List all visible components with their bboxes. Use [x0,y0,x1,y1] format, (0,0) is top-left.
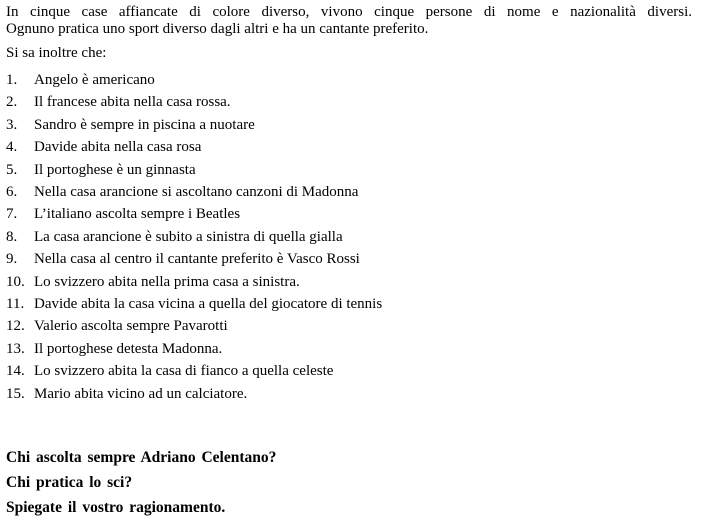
clue-text: Nella casa arancione si ascoltano canzoni di Madonna [34,184,359,201]
clue-row-13 [6,338,692,360]
clue-text: Il francese abita nella casa rossa. [34,94,231,111]
clue-row-10 [6,271,692,293]
question-sci: Chi pratica lo sci? [6,474,133,492]
clue-row-1 [6,69,692,91]
clue-row-2 [6,91,692,113]
clue-number: 13. [6,340,25,357]
clue-number: 11. [6,296,25,313]
instruction-reasoning: Spiegate il vostro ragionamento. [6,499,226,517]
clue-row-7 [6,203,692,225]
clue-text: Lo svizzero abita la casa di fianco a quella celeste [34,363,334,380]
clue-number: 8. [6,228,18,245]
clue-text: Davide abita nella casa rosa [34,139,202,156]
clue-text: La casa arancione è subito a sinistra di quella gialla [34,228,343,245]
clue-text: Lo svizzero abita nella prima casa a sinistra. [34,273,300,290]
intro-paragraph [6,4,692,38]
clue-number: 7. [6,206,18,223]
clue-row-4 [6,136,692,158]
premise-line: Si sa inoltre che: [6,45,107,61]
questions-block [6,445,692,520]
clue-text: L’italiano ascolta sempre i Beatles [34,206,241,223]
clue-number: 9. [6,251,18,268]
clue-number: 5. [6,161,18,178]
clue-row-3 [6,114,692,136]
clue-number: 14. [6,363,25,380]
clue-number: 1. [6,72,18,88]
clue-text: Davide abita la casa vicina a quella del giocatore di tennis [34,296,383,313]
clue-text: Nella casa al centro il cantante preferito è Vasco Rossi [34,251,360,268]
clue-row-12 [6,315,692,337]
question-celentano: Chi ascolta sempre Adriano Celentano? [6,449,277,467]
clue-text: Il portoghese detesta Madonna. [34,340,223,357]
clue-number: 10. [6,273,25,290]
clue-number: 2. [6,94,18,111]
intro-line-1: In cinque case affiancate di colore diverso, vivono cinque persone di nome e nazionalità diversi. [6,4,692,20]
clue-row-8 [6,226,692,248]
clue-row-6 [6,181,692,203]
clue-text: Angelo è americano [34,72,155,88]
intro-line-2: Ognuno pratica uno sport diverso dagli altri e ha un cantante preferito. [6,21,429,37]
clue-text: Il portoghese è un ginnasta [34,161,196,178]
clue-text: Sandro è sempre in piscina a nuotare [34,116,255,133]
clue-text: Valerio ascolta sempre Pavarotti [34,318,228,335]
clue-number: 6. [6,184,18,201]
clue-list [6,69,692,405]
clue-number: 12. [6,318,25,335]
clue-row-11 [6,293,692,315]
clue-row-9 [6,248,692,270]
clue-number: 4. [6,139,18,156]
clue-number: 15. [6,385,25,402]
clue-number: 3. [6,116,18,133]
clue-row-15 [6,383,692,405]
clue-row-5 [6,159,692,181]
clue-text: Mario abita vicino ad un calciatore. [34,385,248,402]
clue-row-14 [6,360,692,382]
